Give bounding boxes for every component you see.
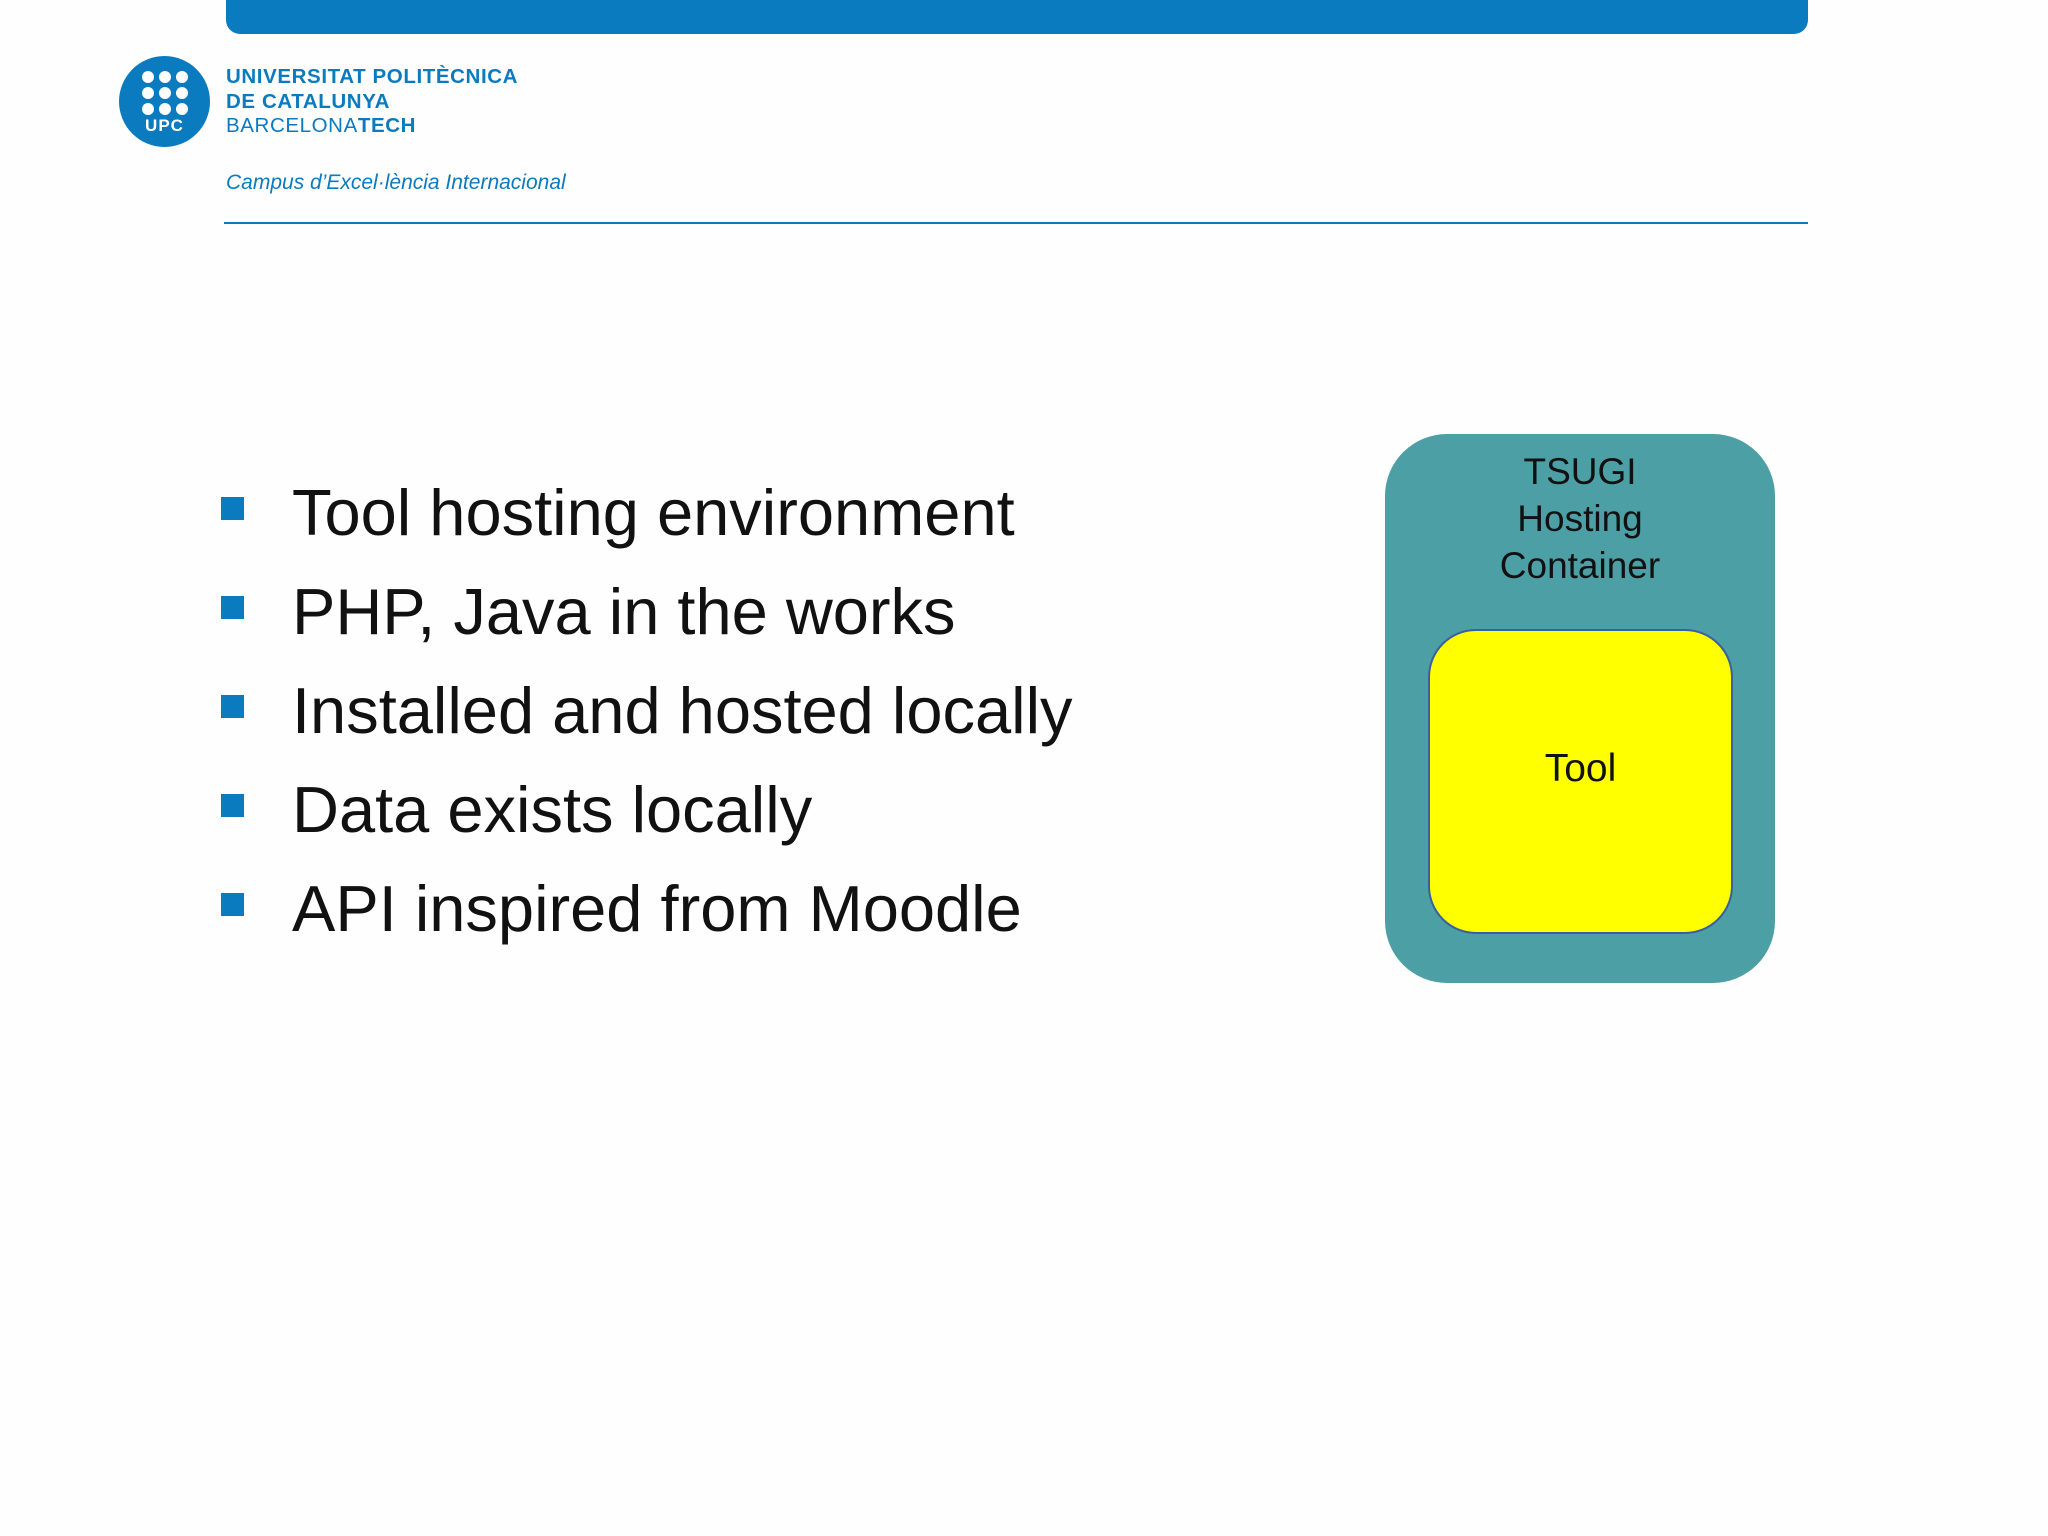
bullet-text: Data exists locally	[292, 773, 813, 846]
logo-dot	[176, 87, 188, 99]
bullet-text: Tool hosting environment	[292, 476, 1015, 549]
header-divider	[224, 222, 1808, 224]
bullet-text: API inspired from Moodle	[292, 872, 1022, 945]
tool-box	[1428, 629, 1733, 934]
university-line-3-tech: TECH	[357, 114, 417, 137]
university-line-2: DE CATALUNYA	[226, 89, 390, 113]
bullet-square-icon	[221, 794, 244, 817]
university-line-3	[226, 114, 518, 139]
bullet-square-icon	[221, 893, 244, 916]
university-line-3-city: BARCELONA	[226, 114, 358, 137]
container-label-line-1: TSUGI	[1523, 451, 1637, 492]
top-banner-bar	[226, 0, 1808, 34]
bullet-square-icon	[221, 596, 244, 619]
logo-dot	[142, 87, 154, 99]
container-label-line-2: Hosting	[1517, 498, 1643, 539]
container-label-line-3: Container	[1499, 545, 1661, 586]
logo-dot	[142, 71, 154, 83]
bullet-item	[221, 470, 1073, 569]
bullet-text: Installed and hosted locally	[292, 674, 1073, 747]
logo-dot	[159, 103, 171, 115]
bullet-item	[221, 668, 1073, 767]
bullet-list	[221, 470, 1073, 965]
bullet-item	[221, 767, 1073, 866]
campus-tagline: Campus d’Excel·lència Internacional	[226, 171, 566, 194]
bullet-text: PHP, Java in the works	[292, 575, 956, 648]
logo-dot	[176, 103, 188, 115]
logo-dot	[142, 103, 154, 115]
university-name	[226, 65, 518, 139]
bullet-item	[221, 569, 1073, 668]
logo-dot	[159, 87, 171, 99]
bullet-square-icon	[221, 497, 244, 520]
university-line-1: UNIVERSITAT POLITÈCNICA	[226, 65, 519, 88]
bullet-item	[221, 866, 1073, 965]
bullet-square-icon	[221, 695, 244, 718]
logo-dot	[176, 71, 188, 83]
container-label	[1385, 448, 1775, 589]
tool-label: Tool	[1544, 747, 1617, 790]
upc-logo	[119, 56, 210, 147]
logo-text: UPC	[145, 116, 184, 135]
tsugi-hosting-container-box	[1385, 434, 1775, 983]
logo-dot	[159, 71, 171, 83]
